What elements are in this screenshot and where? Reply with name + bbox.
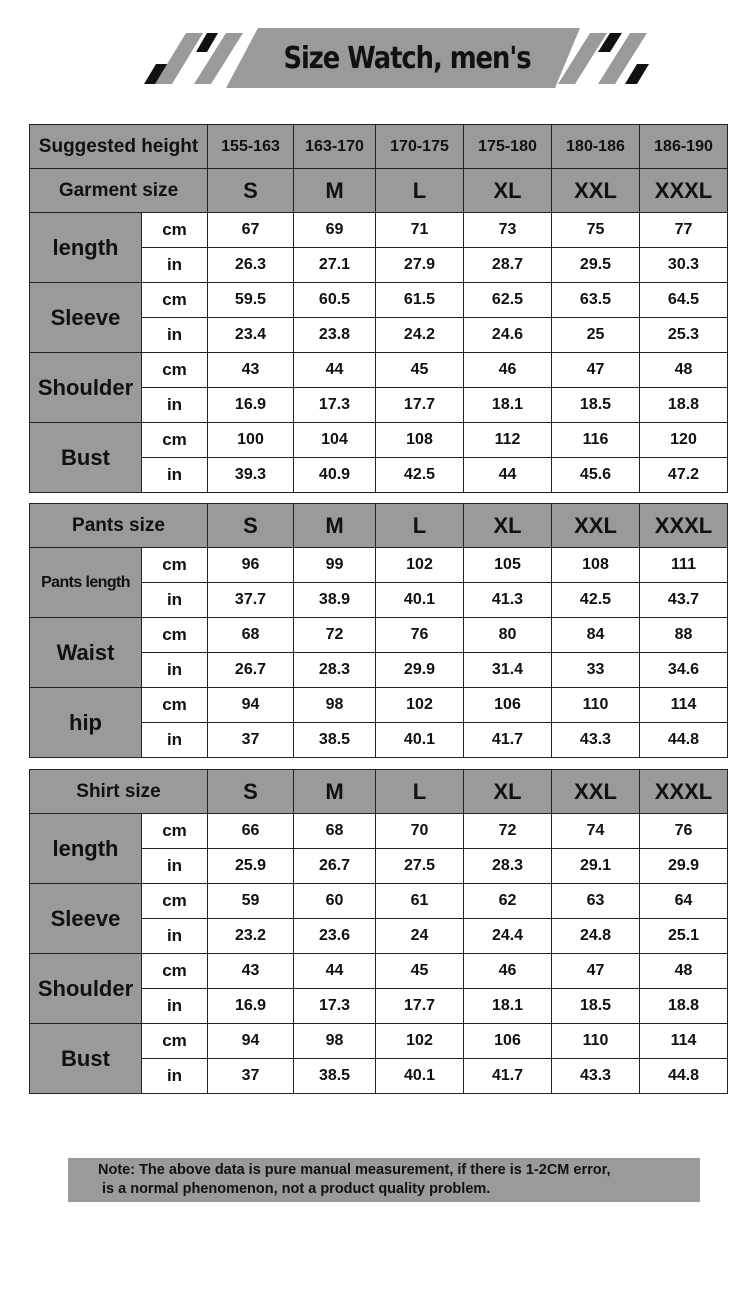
table-row bbox=[30, 954, 728, 989]
unit-in: in bbox=[142, 583, 208, 618]
unit-in: in bbox=[142, 388, 208, 423]
unit-cm: cm bbox=[142, 954, 208, 989]
cell-value: 24.6 bbox=[464, 318, 552, 353]
unit-in: in bbox=[142, 723, 208, 758]
height-range: 175-180 bbox=[464, 125, 552, 169]
unit-in: in bbox=[142, 248, 208, 283]
cell-value: 23.2 bbox=[208, 919, 294, 954]
cell-value: 72 bbox=[464, 814, 552, 849]
cell-value: 25.9 bbox=[208, 849, 294, 884]
cell-value: 43 bbox=[208, 954, 294, 989]
cell-value: 73 bbox=[464, 213, 552, 248]
cell-value: 48 bbox=[640, 353, 728, 388]
size-heading: S bbox=[208, 770, 294, 814]
cell-value: 45 bbox=[376, 954, 464, 989]
cell-value: 111 bbox=[640, 548, 728, 583]
note-line: Note: The above data is pure manual measurement, if there is 1-2CM error, bbox=[98, 1162, 611, 1178]
cell-value: 33 bbox=[552, 653, 640, 688]
cell-value: 18.1 bbox=[464, 989, 552, 1024]
cell-value: 114 bbox=[640, 688, 728, 723]
height-range: 163-170 bbox=[294, 125, 376, 169]
height-range: 155-163 bbox=[208, 125, 294, 169]
cell-value: 45.6 bbox=[552, 458, 640, 493]
cell-value: 41.3 bbox=[464, 583, 552, 618]
size-label: Pants size bbox=[30, 504, 208, 548]
cell-value: 27.1 bbox=[294, 248, 376, 283]
cell-value: 76 bbox=[376, 618, 464, 653]
cell-value: 77 bbox=[640, 213, 728, 248]
cell-value: 18.1 bbox=[464, 388, 552, 423]
cell-value: 112 bbox=[464, 423, 552, 458]
cell-value: 61 bbox=[376, 884, 464, 919]
table-row bbox=[30, 618, 728, 653]
pants-size-table bbox=[29, 503, 728, 758]
unit-in: in bbox=[142, 989, 208, 1024]
cell-value: 41.7 bbox=[464, 1059, 552, 1094]
cell-value: 108 bbox=[376, 423, 464, 458]
cell-value: 24.4 bbox=[464, 919, 552, 954]
cell-value: 44 bbox=[294, 353, 376, 388]
size-heading: L bbox=[376, 770, 464, 814]
cell-value: 40.9 bbox=[294, 458, 376, 493]
stripe-decoration bbox=[155, 33, 203, 84]
size-heading: S bbox=[208, 169, 294, 213]
unit-cm: cm bbox=[142, 1024, 208, 1059]
cell-value: 59 bbox=[208, 884, 294, 919]
table-row bbox=[30, 814, 728, 849]
cell-value: 26.3 bbox=[208, 248, 294, 283]
cell-value: 96 bbox=[208, 548, 294, 583]
cell-value: 24.2 bbox=[376, 318, 464, 353]
table-row bbox=[30, 353, 728, 388]
size-heading: XXXL bbox=[640, 770, 728, 814]
cell-value: 16.9 bbox=[208, 388, 294, 423]
cell-value: 64.5 bbox=[640, 283, 728, 318]
cell-value: 27.5 bbox=[376, 849, 464, 884]
cell-value: 63.5 bbox=[552, 283, 640, 318]
cell-value: 88 bbox=[640, 618, 728, 653]
cell-value: 98 bbox=[294, 688, 376, 723]
unit-cm: cm bbox=[142, 423, 208, 458]
cell-value: 24.8 bbox=[552, 919, 640, 954]
cell-value: 98 bbox=[294, 1024, 376, 1059]
unit-in: in bbox=[142, 919, 208, 954]
cell-value: 16.9 bbox=[208, 989, 294, 1024]
cell-value: 63 bbox=[552, 884, 640, 919]
cell-value: 102 bbox=[376, 688, 464, 723]
size-heading: S bbox=[208, 504, 294, 548]
size-heading: XXL bbox=[552, 169, 640, 213]
cell-value: 106 bbox=[464, 1024, 552, 1059]
cell-value: 26.7 bbox=[208, 653, 294, 688]
size-heading: L bbox=[376, 169, 464, 213]
cell-value: 38.5 bbox=[294, 723, 376, 758]
size-label: Shirt size bbox=[30, 770, 208, 814]
garment-size-table bbox=[29, 124, 728, 493]
size-heading: M bbox=[294, 169, 376, 213]
cell-value: 31.4 bbox=[464, 653, 552, 688]
cell-value: 66 bbox=[208, 814, 294, 849]
cell-value: 67 bbox=[208, 213, 294, 248]
cell-value: 30.3 bbox=[640, 248, 728, 283]
unit-cm: cm bbox=[142, 213, 208, 248]
cell-value: 62 bbox=[464, 884, 552, 919]
cell-value: 47 bbox=[552, 353, 640, 388]
cell-value: 114 bbox=[640, 1024, 728, 1059]
cell-value: 80 bbox=[464, 618, 552, 653]
cell-value: 70 bbox=[376, 814, 464, 849]
cell-value: 23.8 bbox=[294, 318, 376, 353]
cell-value: 46 bbox=[464, 353, 552, 388]
unit-in: in bbox=[142, 318, 208, 353]
cell-value: 99 bbox=[294, 548, 376, 583]
size-header-row bbox=[30, 504, 728, 548]
cell-value: 17.3 bbox=[294, 989, 376, 1024]
cell-value: 42.5 bbox=[552, 583, 640, 618]
measurement-label: Shoulder bbox=[30, 353, 142, 423]
cell-value: 27.9 bbox=[376, 248, 464, 283]
cell-value: 110 bbox=[552, 1024, 640, 1059]
cell-value: 24 bbox=[376, 919, 464, 954]
cell-value: 38.9 bbox=[294, 583, 376, 618]
measurement-label: Pants length bbox=[30, 548, 142, 618]
size-heading: XXL bbox=[552, 504, 640, 548]
size-heading: XL bbox=[464, 504, 552, 548]
cell-value: 17.7 bbox=[376, 989, 464, 1024]
cell-value: 44.8 bbox=[640, 723, 728, 758]
cell-value: 69 bbox=[294, 213, 376, 248]
measurement-note bbox=[68, 1158, 700, 1202]
cell-value: 62.5 bbox=[464, 283, 552, 318]
cell-value: 60.5 bbox=[294, 283, 376, 318]
cell-value: 75 bbox=[552, 213, 640, 248]
unit-in: in bbox=[142, 849, 208, 884]
table-row bbox=[30, 283, 728, 318]
size-heading: XL bbox=[464, 770, 552, 814]
size-heading: XL bbox=[464, 169, 552, 213]
cell-value: 108 bbox=[552, 548, 640, 583]
cell-value: 61.5 bbox=[376, 283, 464, 318]
cell-value: 29.5 bbox=[552, 248, 640, 283]
cell-value: 25 bbox=[552, 318, 640, 353]
cell-value: 37 bbox=[208, 723, 294, 758]
cell-value: 39.3 bbox=[208, 458, 294, 493]
height-range: 180-186 bbox=[552, 125, 640, 169]
cell-value: 43.3 bbox=[552, 1059, 640, 1094]
table-row bbox=[30, 423, 728, 458]
cell-value: 120 bbox=[640, 423, 728, 458]
measurement-label: Waist bbox=[30, 618, 142, 688]
cell-value: 72 bbox=[294, 618, 376, 653]
shirt-size-table bbox=[29, 769, 728, 1094]
table-row bbox=[30, 884, 728, 919]
cell-value: 18.5 bbox=[552, 989, 640, 1024]
cell-value: 17.3 bbox=[294, 388, 376, 423]
unit-cm: cm bbox=[142, 618, 208, 653]
height-range: 170-175 bbox=[376, 125, 464, 169]
cell-value: 18.8 bbox=[640, 989, 728, 1024]
measurement-label: Sleeve bbox=[30, 884, 142, 954]
cell-value: 106 bbox=[464, 688, 552, 723]
cell-value: 47.2 bbox=[640, 458, 728, 493]
suggested-height-label: Suggested height bbox=[30, 125, 208, 169]
cell-value: 34.6 bbox=[640, 653, 728, 688]
cell-value: 23.6 bbox=[294, 919, 376, 954]
cell-value: 94 bbox=[208, 1024, 294, 1059]
cell-value: 102 bbox=[376, 548, 464, 583]
cell-value: 40.1 bbox=[376, 583, 464, 618]
cell-value: 28.3 bbox=[464, 849, 552, 884]
cell-value: 104 bbox=[294, 423, 376, 458]
unit-cm: cm bbox=[142, 548, 208, 583]
unit-cm: cm bbox=[142, 688, 208, 723]
cell-value: 28.3 bbox=[294, 653, 376, 688]
cell-value: 43 bbox=[208, 353, 294, 388]
table-row bbox=[30, 548, 728, 583]
cell-value: 74 bbox=[552, 814, 640, 849]
cell-value: 29.1 bbox=[552, 849, 640, 884]
measurement-label: hip bbox=[30, 688, 142, 758]
cell-value: 71 bbox=[376, 213, 464, 248]
cell-value: 43.3 bbox=[552, 723, 640, 758]
cell-value: 18.8 bbox=[640, 388, 728, 423]
size-heading: M bbox=[294, 504, 376, 548]
cell-value: 43.7 bbox=[640, 583, 728, 618]
cell-value: 44.8 bbox=[640, 1059, 728, 1094]
cell-value: 105 bbox=[464, 548, 552, 583]
cell-value: 29.9 bbox=[376, 653, 464, 688]
cell-value: 60 bbox=[294, 884, 376, 919]
size-heading: M bbox=[294, 770, 376, 814]
cell-value: 28.7 bbox=[464, 248, 552, 283]
cell-value: 64 bbox=[640, 884, 728, 919]
cell-value: 37.7 bbox=[208, 583, 294, 618]
cell-value: 38.5 bbox=[294, 1059, 376, 1094]
measurement-label: length bbox=[30, 814, 142, 884]
size-header-row bbox=[30, 770, 728, 814]
unit-in: in bbox=[142, 458, 208, 493]
size-heading: XXXL bbox=[640, 169, 728, 213]
cell-value: 47 bbox=[552, 954, 640, 989]
cell-value: 94 bbox=[208, 688, 294, 723]
cell-value: 45 bbox=[376, 353, 464, 388]
cell-value: 18.5 bbox=[552, 388, 640, 423]
measurement-label: Bust bbox=[30, 423, 142, 493]
table-row bbox=[30, 1024, 728, 1059]
cell-value: 41.7 bbox=[464, 723, 552, 758]
cell-value: 44 bbox=[294, 954, 376, 989]
measurement-label: Bust bbox=[30, 1024, 142, 1094]
cell-value: 37 bbox=[208, 1059, 294, 1094]
table-row bbox=[30, 213, 728, 248]
size-heading: XXL bbox=[552, 770, 640, 814]
height-range: 186-190 bbox=[640, 125, 728, 169]
title-banner bbox=[0, 0, 750, 100]
cell-value: 68 bbox=[208, 618, 294, 653]
cell-value: 42.5 bbox=[376, 458, 464, 493]
suggested-height-row bbox=[30, 125, 728, 169]
measurement-label: length bbox=[30, 213, 142, 283]
measurement-label: Sleeve bbox=[30, 283, 142, 353]
cell-value: 116 bbox=[552, 423, 640, 458]
stripe-decoration bbox=[625, 64, 649, 84]
size-header-row bbox=[30, 169, 728, 213]
unit-cm: cm bbox=[142, 814, 208, 849]
size-heading: L bbox=[376, 504, 464, 548]
measurement-label: Shoulder bbox=[30, 954, 142, 1024]
size-label: Garment size bbox=[30, 169, 208, 213]
cell-value: 40.1 bbox=[376, 1059, 464, 1094]
cell-value: 40.1 bbox=[376, 723, 464, 758]
size-heading: XXXL bbox=[640, 504, 728, 548]
unit-in: in bbox=[142, 1059, 208, 1094]
unit-cm: cm bbox=[142, 884, 208, 919]
cell-value: 68 bbox=[294, 814, 376, 849]
table-row bbox=[30, 688, 728, 723]
note-line: is a normal phenomenon, not a product quality problem. bbox=[102, 1181, 491, 1197]
cell-value: 46 bbox=[464, 954, 552, 989]
cell-value: 76 bbox=[640, 814, 728, 849]
cell-value: 84 bbox=[552, 618, 640, 653]
cell-value: 59.5 bbox=[208, 283, 294, 318]
cell-value: 110 bbox=[552, 688, 640, 723]
cell-value: 44 bbox=[464, 458, 552, 493]
cell-value: 25.1 bbox=[640, 919, 728, 954]
cell-value: 25.3 bbox=[640, 318, 728, 353]
cell-value: 17.7 bbox=[376, 388, 464, 423]
unit-cm: cm bbox=[142, 283, 208, 318]
cell-value: 26.7 bbox=[294, 849, 376, 884]
cell-value: 48 bbox=[640, 954, 728, 989]
unit-in: in bbox=[142, 653, 208, 688]
cell-value: 23.4 bbox=[208, 318, 294, 353]
unit-cm: cm bbox=[142, 353, 208, 388]
cell-value: 29.9 bbox=[640, 849, 728, 884]
page-title: Size Watch, men's bbox=[283, 40, 531, 76]
cell-value: 102 bbox=[376, 1024, 464, 1059]
cell-value: 100 bbox=[208, 423, 294, 458]
